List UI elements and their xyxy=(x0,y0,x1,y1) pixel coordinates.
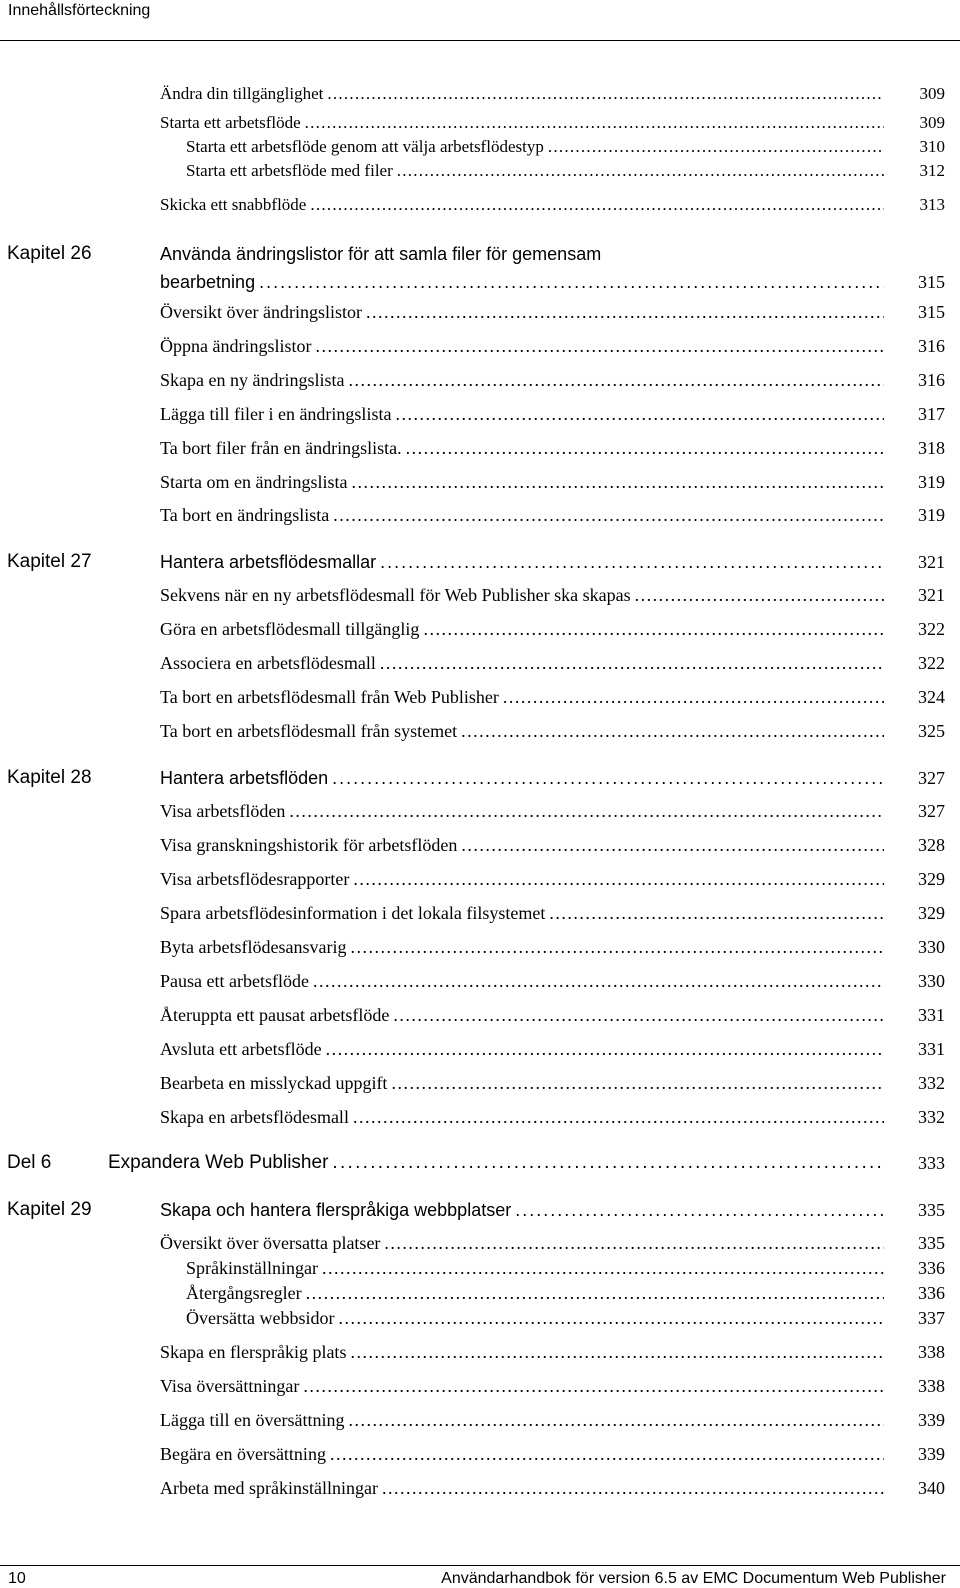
dot-leader xyxy=(406,436,884,460)
toc-entry-title: Skapa en arbetsflödesmall xyxy=(160,1107,349,1127)
toc-entry-title: Ta bort en ändringslista xyxy=(160,505,330,525)
toc-entry[interactable] xyxy=(0,368,960,396)
toc-entry[interactable] xyxy=(0,719,960,747)
toc-entry-title: Visa arbetsflöden xyxy=(160,801,286,821)
toc-entry-page: 329 xyxy=(918,903,945,923)
dot-leader xyxy=(350,1340,884,1364)
toc-entry-page: 337 xyxy=(918,1308,945,1328)
toc-entry-page: 339 xyxy=(918,1410,945,1430)
toc-entry-page: 331 xyxy=(918,1039,945,1059)
toc-entry-title: Ta bort en arbetsflödesmall från Web Publisher xyxy=(160,687,499,707)
toc-entry-title: Göra en arbetsflödesmall tillgänglig xyxy=(160,619,420,639)
dot-leader xyxy=(395,402,884,426)
toc-entry[interactable] xyxy=(0,82,960,110)
dot-leader xyxy=(348,1408,884,1432)
toc-entry-title: Pausa ett arbetsflöde xyxy=(160,971,309,991)
dot-leader xyxy=(380,550,884,574)
dot-leader xyxy=(326,1037,884,1061)
dot-leader xyxy=(635,583,884,607)
toc-entry-title: Sekvens när en ny arbetsflödesmall för Web Publisher ska skapas xyxy=(160,585,631,605)
dot-leader xyxy=(303,1374,884,1398)
dot-leader xyxy=(423,617,884,641)
toc-entry[interactable] xyxy=(0,503,960,531)
toc-entry-page: 322 xyxy=(918,653,945,673)
toc-entry[interactable] xyxy=(0,799,960,827)
toc-subentry[interactable] xyxy=(0,1306,960,1334)
toc-entry-title: Visa granskningshistorik för arbetsflöden xyxy=(160,835,458,855)
toc-entry-title: Översikt över ändringslistor xyxy=(160,302,362,322)
part-label: Del 6 xyxy=(7,1152,52,1173)
toc-entry[interactable] xyxy=(0,1003,960,1031)
toc-entry-page: 336 xyxy=(918,1258,945,1278)
toc-entry-page: 333 xyxy=(918,1153,945,1173)
chapter-title: Hantera arbetsflödesmallar xyxy=(160,552,377,572)
toc-entry-page: 328 xyxy=(918,835,945,855)
toc-entry-page: 338 xyxy=(918,1376,945,1396)
chapter-label: Kapitel 26 xyxy=(7,243,92,264)
toc-entry-page: 316 xyxy=(918,370,945,390)
toc-entry-title: Avsluta ett arbetsflöde xyxy=(160,1039,322,1059)
toc-subentry[interactable] xyxy=(0,159,960,187)
dot-leader xyxy=(515,1198,884,1222)
dot-leader xyxy=(289,799,884,823)
toc-entry[interactable] xyxy=(0,833,960,861)
dot-leader xyxy=(548,135,884,159)
toc-entry-page: 309 xyxy=(919,84,945,103)
toc-entry[interactable] xyxy=(0,1231,960,1259)
dot-leader xyxy=(380,651,884,675)
toc-entry-page: 309 xyxy=(919,113,945,132)
toc-entry-page: 321 xyxy=(918,585,945,605)
toc-entry-page: 316 xyxy=(918,336,945,356)
toc-entry[interactable] xyxy=(0,1037,960,1065)
dot-leader xyxy=(332,766,884,790)
dot-leader xyxy=(310,193,884,217)
dot-leader xyxy=(305,111,884,135)
dot-leader xyxy=(549,901,884,925)
toc-entry[interactable] xyxy=(0,935,960,963)
toc-entry-title: Översätta webbsidor xyxy=(186,1308,335,1328)
toc-entry-page: 332 xyxy=(918,1073,945,1093)
part-title: Expandera Web Publisher xyxy=(108,1152,329,1173)
toc-entry-title: Återuppta ett pausat arbetsflöde xyxy=(160,1005,390,1025)
chapter-title-line2: bearbetning xyxy=(160,272,256,292)
toc-entry-page: 327 xyxy=(918,801,945,821)
dot-leader xyxy=(461,719,884,743)
toc-entry-title: Arbeta med språkinställningar xyxy=(160,1478,378,1498)
toc-entry-title: Byta arbetsflödesansvarig xyxy=(160,937,347,957)
toc-entry[interactable] xyxy=(0,1476,960,1504)
toc-entry-title: Begära en översättning xyxy=(160,1444,326,1464)
toc-entry-title: Spara arbetsflödesinformation i det lokala filsystemet xyxy=(160,903,546,923)
running-header: Innehållsförteckning xyxy=(8,2,151,19)
toc-entry-title: Lägga till filer i en ändringslista xyxy=(160,404,392,424)
dot-leader xyxy=(259,270,884,294)
toc-chapter[interactable] xyxy=(0,550,960,578)
dot-leader xyxy=(353,867,884,891)
toc-entry-page: 312 xyxy=(919,161,945,180)
toc-entry-page: 324 xyxy=(918,687,945,707)
dot-leader xyxy=(348,368,884,392)
page-number: 10 xyxy=(8,1570,26,1587)
toc-entry-title: Starta ett arbetsflöde med filer xyxy=(186,161,393,180)
toc-entry[interactable] xyxy=(0,1374,960,1402)
toc-entry[interactable] xyxy=(0,651,960,679)
toc-entry-title: Ändra din tillgänglighet xyxy=(160,84,324,103)
toc-entry-title: Översikt över översatta platser xyxy=(160,1233,381,1253)
toc-entry-title: Lägga till en översättning xyxy=(160,1410,345,1430)
toc-entry-page: 318 xyxy=(918,438,945,458)
toc-entry-title: Ta bort en arbetsflödesmall från systemet xyxy=(160,721,458,741)
dot-leader xyxy=(384,1231,884,1255)
toc-entry[interactable] xyxy=(0,436,960,464)
dot-leader xyxy=(332,1151,884,1175)
toc-entry[interactable] xyxy=(0,1442,960,1470)
toc-entry-page: 315 xyxy=(918,302,945,322)
toc-entry-page: 332 xyxy=(918,1107,945,1127)
toc-subentry[interactable] xyxy=(0,1256,960,1284)
dot-leader xyxy=(391,1071,884,1095)
toc-entry-page: 338 xyxy=(918,1342,945,1362)
toc-entry-page: 327 xyxy=(918,768,945,788)
toc-entry-page: 330 xyxy=(918,937,945,957)
toc-entry-page: 321 xyxy=(918,552,945,572)
toc-entry-title: Visa översättningar xyxy=(160,1376,300,1396)
toc-entry[interactable] xyxy=(0,617,960,645)
dot-leader xyxy=(351,470,884,494)
toc-entry-page: 339 xyxy=(918,1444,945,1464)
dot-leader xyxy=(461,833,884,857)
dot-leader xyxy=(322,1256,884,1280)
toc-entry-page: 331 xyxy=(918,1005,945,1025)
footer-book-title: Användarhandbok för version 6.5 av EMC Documentum Web Publisher xyxy=(441,1570,946,1587)
chapter-title: Skapa och hantera flerspråkiga webbplatser xyxy=(160,1200,512,1220)
chapter-label: Kapitel 29 xyxy=(7,1199,92,1220)
chapter-title-line1: Använda ändringslistor för att samla filer för gemensam xyxy=(160,244,602,264)
toc-entry-title: Skapa en flerspråkig plats xyxy=(160,1342,347,1362)
header-rule xyxy=(0,40,960,41)
toc-entry-page: 315 xyxy=(918,272,945,292)
toc-chapter[interactable] xyxy=(0,766,960,794)
dot-leader xyxy=(313,969,884,993)
toc-entry-title: Bearbeta en misslyckad uppgift xyxy=(160,1073,388,1093)
dot-leader xyxy=(315,334,884,358)
toc-entry-page: 329 xyxy=(918,869,945,889)
toc-chapter[interactable] xyxy=(0,1198,960,1226)
toc-entry-page: 335 xyxy=(918,1233,945,1253)
toc-entry[interactable] xyxy=(0,1071,960,1099)
dot-leader xyxy=(353,1105,884,1129)
dot-leader xyxy=(397,159,884,183)
toc-entry-page: 335 xyxy=(918,1200,945,1220)
chapter-title: Hantera arbetsflöden xyxy=(160,768,329,788)
toc-entry-title: Skicka ett snabbflöde xyxy=(160,195,307,214)
toc-entry[interactable] xyxy=(0,193,960,221)
toc-entry-page: 319 xyxy=(918,472,945,492)
toc-entry-page: 317 xyxy=(918,404,945,424)
toc-entry[interactable] xyxy=(0,969,960,997)
toc-entry-title: Starta om en ändringslista xyxy=(160,472,348,492)
toc-entry-page: 325 xyxy=(918,721,945,741)
toc-entry[interactable] xyxy=(0,300,960,328)
toc-entry[interactable] xyxy=(0,1340,960,1368)
toc-entry[interactable] xyxy=(0,470,960,498)
toc-entry-title: Öppna ändringslistor xyxy=(160,336,312,356)
toc-entry-title: Återgångsregler xyxy=(186,1283,302,1303)
dot-leader xyxy=(366,300,884,324)
toc-subentry[interactable] xyxy=(0,1281,960,1309)
dot-leader xyxy=(503,685,884,709)
chapter-label: Kapitel 28 xyxy=(7,767,92,788)
dot-leader xyxy=(382,1476,884,1500)
toc-entry-page: 310 xyxy=(919,137,945,156)
toc-entry[interactable] xyxy=(0,1105,960,1133)
toc-chapter[interactable] xyxy=(0,242,960,302)
dot-leader xyxy=(350,935,884,959)
toc-entry-page: 322 xyxy=(918,619,945,639)
toc-entry[interactable] xyxy=(0,867,960,895)
dot-leader xyxy=(330,1442,884,1466)
toc-entry-title: Skapa en ny ändringslista xyxy=(160,370,345,390)
chapter-label: Kapitel 27 xyxy=(7,551,92,572)
toc-entry-page: 336 xyxy=(918,1283,945,1303)
toc-entry-title: Associera en arbetsflödesmall xyxy=(160,653,376,673)
dot-leader xyxy=(327,82,884,106)
footer-rule xyxy=(0,1565,960,1566)
toc-entry-page: 330 xyxy=(918,971,945,991)
toc-entry[interactable] xyxy=(0,583,960,611)
toc-entry-title: Starta ett arbetsflöde xyxy=(160,113,301,132)
toc-entry-page: 340 xyxy=(918,1478,945,1498)
toc-part[interactable] xyxy=(0,1151,960,1179)
dot-leader xyxy=(393,1003,884,1027)
dot-leader xyxy=(333,503,884,527)
toc-entry-title: Ta bort filer från en ändringslista. xyxy=(160,438,402,458)
toc-entry[interactable] xyxy=(0,901,960,929)
toc-entry-title: Starta ett arbetsflöde genom att välja arbetsflödestyp xyxy=(186,137,544,156)
toc-entry-page: 319 xyxy=(918,505,945,525)
dot-leader xyxy=(306,1281,884,1305)
toc-entry[interactable] xyxy=(0,685,960,713)
toc-entry[interactable] xyxy=(0,334,960,362)
toc-entry-title: Språkinställningar xyxy=(186,1258,318,1278)
toc-entry[interactable] xyxy=(0,1408,960,1436)
toc-entry-title: Visa arbetsflödesrapporter xyxy=(160,869,350,889)
toc-entry-page: 313 xyxy=(919,195,945,214)
toc-entry[interactable] xyxy=(0,402,960,430)
dot-leader xyxy=(338,1306,884,1330)
